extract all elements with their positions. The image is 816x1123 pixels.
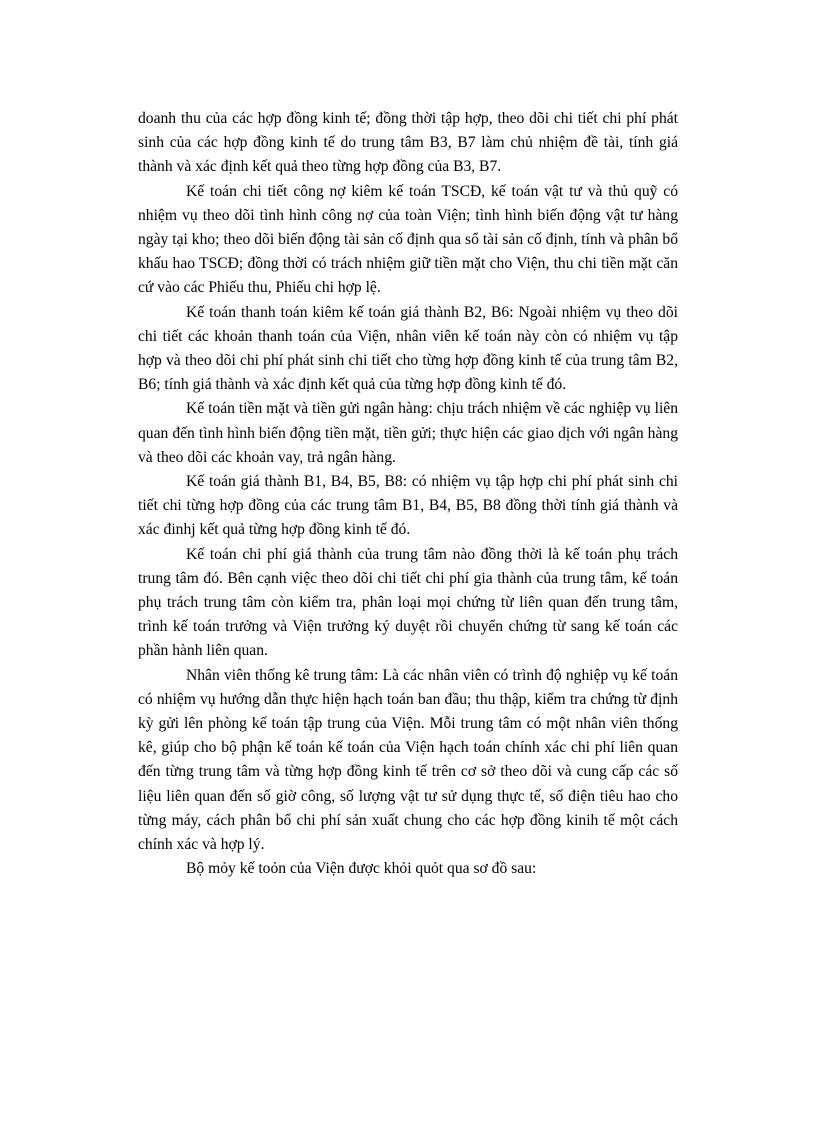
paragraph-cash-bank-accountant: Kế toán tiền mặt và tiền gửi ngân hàng: chịu trách nhiệm về các nghiệp vụ liên quan đến tình hình biến động tiền mặt, tiền gửi; thực hiện các giao dịch với ngân hàng và theo dõi các khoản vay, trả ngân hàng. [138,400,678,466]
paragraph-debt-accountant: Kế toán chi tiết công nợ kiêm kế toán TSCĐ, kế toán vật tư và thủ quỹ có nhiệm vụ theo dõi tình hình công nợ của toàn Viện; tình hình biến động vật tư hàng ngày tại kho; theo dõi biến động tài sản cố định qua sổ tài sản cố định, tính và phân bổ khấu hao TSCĐ; đồng thời có trách nhiệm giữ tiền mặt cho Viện, thu chi tiền mặt căn cứ vào các Phiếu thu, Phiếu chi hợp lệ. [138,182,678,297]
document-page [138,107,678,882]
paragraph-cost-accountant: Kế toán giá thành B1, B4, B5, B8: có nhiệm vụ tập hợp chi phí phát sinh chi tiết chi từng hợp đồng của các trung tâm B1, B4, B5, B8 đồng thời tính giá thành và xác đinhj kết quả từng hợp đồng kinh tế đó. [138,473,678,539]
paragraph-statistics-staff: Nhân viên thống kê trung tâm: Là các nhân viên có trình độ nghiệp vụ kế toán có nhiệm vụ hướng dẫn thực hiện hạch toán ban đầu; thu thập, kiểm tra chứng từ định kỳ gửi lên phòng kế toán tập trung của Viện. Mỗi trung tâm có một nhân viên thống kê, giúp cho bộ phận kế toán kế toán của Viện hạch toán chính xác chi phí liên quan đến từng trung tâm và từng hợp đồng kinh tế trên cơ sở theo dõi và cung cấp các số liệu liên quan đến số giờ công, số lượng vật tư sử dụng thực tế, số điện tiêu hao cho từng máy, cách phân bổ chi phí sản xuất chung cho các hợp đồng kinih tế một cách chính xác và hợp lý. [138,666,678,854]
paragraph-center-accountant: Kế toán chi phí giá thành của trung tâm nào đồng thời là kế toán phụ trách trung tâm đó. Bên cạnh việc theo dõi chi tiết chi phí gia thành của trung tâm, kế toán phụ trách trung tâm còn kiểm tra, phân loại mọi chứng từ liên quan đến trung tâm, trình kế toán trưởng và Viện trưởng ký duyệt rồi chuyển chứng từ sang kế toán các phần hành liên quan. [138,545,678,660]
paragraph-payment-accountant: Kế toán thanh toán kiêm kế toán giá thành B2, B6: Ngoài nhiệm vụ theo dõi chi tiết các khoản thanh toán của Viện, nhân viên kế toán này còn có nhiệm vụ tập hợp và theo dõi chi phí phát sinh chi tiết cho từng hợp đồng kinh tế của trung tâm B2, B6; tính giá thành và xác định kết quả của từng hợp đồng kinh tế đó. [138,303,678,394]
paragraph-continued: doanh thu của các hợp đồng kinh tế; đồng thời tập hợp, theo dõi chi tiết chi phí phát sinh của các hợp đồng kinh tế do trung tâm B3, B7 làm chủ nhiệm đề tài, tính giá thành và xác định kết quả theo từng hợp đồng của B3, B7. [138,110,678,176]
paragraph-diagram-intro: Bộ mỏy kế toỏn của Viện được khỏi quỏt qua sơ đồ sau: [186,860,537,878]
